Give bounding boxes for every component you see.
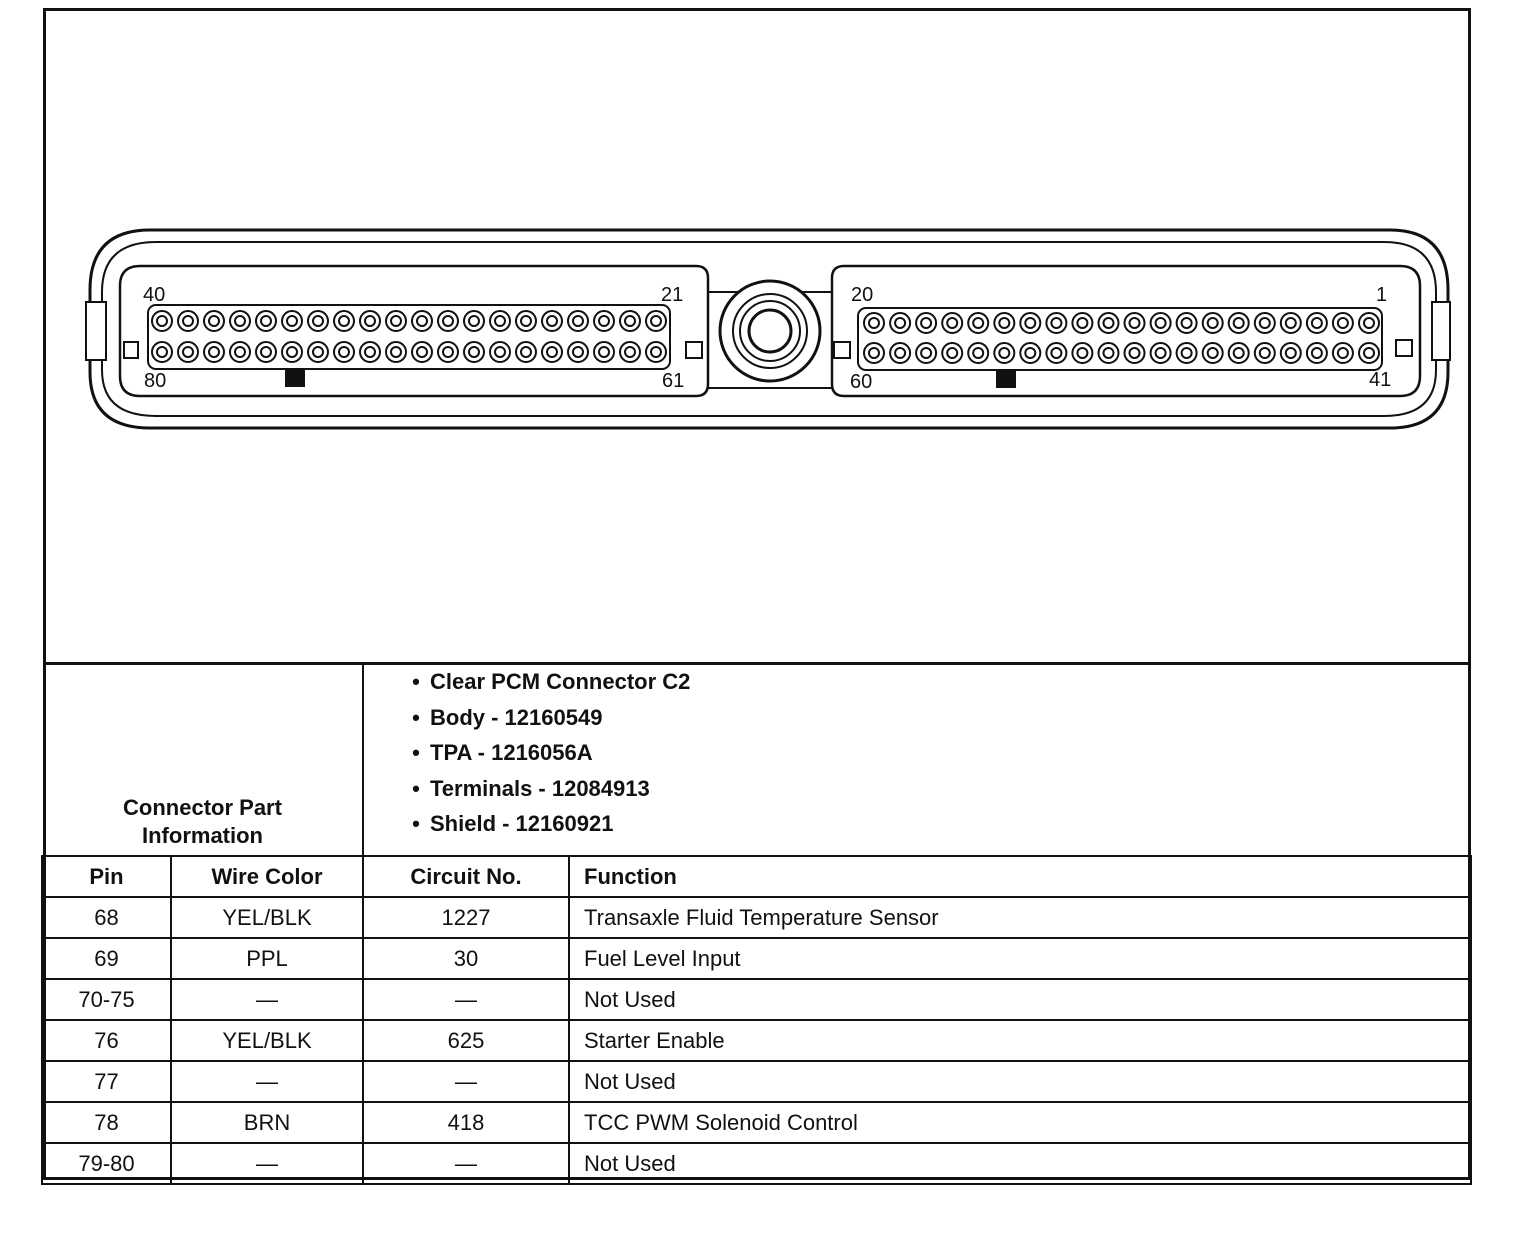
cell-pin: 76 xyxy=(42,1020,171,1061)
part-info-item: • TPA - 1216056A xyxy=(364,735,690,771)
left-key-square-inner xyxy=(686,342,702,358)
pin-terminal xyxy=(620,311,640,331)
part-info-item: • Terminals - 12084913 xyxy=(364,771,690,807)
pin-label-80: 80 xyxy=(144,370,167,392)
cell-pin: 79-80 xyxy=(42,1143,171,1184)
pin-terminal xyxy=(360,342,380,362)
pin-terminal xyxy=(230,311,250,331)
part-info-list xyxy=(364,664,690,842)
cell-circuit: 625 xyxy=(363,1020,569,1061)
header-function: Function xyxy=(569,856,1471,897)
cell-pin: 78 xyxy=(42,1102,171,1143)
pin-terminal xyxy=(1307,313,1327,333)
right-key-square xyxy=(834,342,850,358)
pin-terminal xyxy=(334,342,354,362)
pin-terminal xyxy=(1125,313,1145,333)
table-header-row xyxy=(42,856,1471,897)
part-info-title xyxy=(43,794,362,850)
pin-terminal xyxy=(1072,313,1092,333)
pin-terminal xyxy=(438,311,458,331)
pin-terminal xyxy=(178,342,198,362)
pin-terminal xyxy=(594,342,614,362)
pin-terminal xyxy=(1177,343,1197,363)
pin-terminal xyxy=(516,342,536,362)
pin-terminal xyxy=(204,342,224,362)
pin-terminal xyxy=(1072,343,1092,363)
latch-tab-right xyxy=(1432,302,1450,360)
pin-terminal xyxy=(516,311,536,331)
pin-terminal xyxy=(942,343,962,363)
right-pin-block xyxy=(858,308,1382,370)
cell-wire-color: PPL xyxy=(171,938,363,979)
table-row xyxy=(42,897,1471,938)
right-key-square-inner xyxy=(1396,340,1412,356)
cell-pin: 70-75 xyxy=(42,979,171,1020)
cell-function: TCC PWM Solenoid Control xyxy=(569,1102,1471,1143)
part-info-item: • Shield - 12160921 xyxy=(364,806,690,842)
pin-terminal xyxy=(152,311,172,331)
pin-terminal xyxy=(464,311,484,331)
part-info-title-cell xyxy=(43,665,364,856)
pin-label-61: 61 xyxy=(662,370,685,392)
header-circuit: Circuit No. xyxy=(363,856,569,897)
pin-terminal xyxy=(1255,313,1275,333)
pin-terminal xyxy=(1151,313,1171,333)
pin-terminal xyxy=(994,343,1014,363)
cell-function: Transaxle Fluid Temperature Sensor xyxy=(569,897,1471,938)
pin-terminal xyxy=(994,313,1014,333)
cell-function: Not Used xyxy=(569,979,1471,1020)
cell-circuit: 30 xyxy=(363,938,569,979)
pin-terminal xyxy=(1281,313,1301,333)
cell-function: Not Used xyxy=(569,1061,1471,1102)
pin-terminal xyxy=(282,342,302,362)
pin-label-41: 41 xyxy=(1369,369,1392,391)
pin-terminal xyxy=(1125,343,1145,363)
pin-terminal xyxy=(968,313,988,333)
part-info-row xyxy=(43,662,1471,856)
pin-terminal xyxy=(412,311,432,331)
table-row xyxy=(42,1143,1471,1184)
center-bolt-outer xyxy=(720,281,820,381)
table-row xyxy=(42,979,1471,1020)
pin-terminal xyxy=(230,342,250,362)
cell-wire-color: — xyxy=(171,1061,363,1102)
pin-terminal xyxy=(1307,343,1327,363)
cell-pin: 68 xyxy=(42,897,171,938)
pin-terminal xyxy=(490,311,510,331)
table-row xyxy=(42,1020,1471,1061)
pin-terminal xyxy=(386,342,406,362)
pin-terminal xyxy=(646,311,666,331)
pin-terminal xyxy=(1046,343,1066,363)
pin-terminal xyxy=(1333,313,1353,333)
pin-terminal xyxy=(890,343,910,363)
pin-terminal xyxy=(864,343,884,363)
pin-terminal xyxy=(916,343,936,363)
cell-circuit: — xyxy=(363,979,569,1020)
pin-terminal xyxy=(490,342,510,362)
pin-terminal xyxy=(1151,343,1171,363)
pin-label-21: 21 xyxy=(661,284,684,306)
pin-terminal xyxy=(360,311,380,331)
pin-terminal xyxy=(1359,343,1379,363)
cell-circuit: — xyxy=(363,1143,569,1184)
cell-circuit: 1227 xyxy=(363,897,569,938)
cell-wire-color: BRN xyxy=(171,1102,363,1143)
cell-circuit: — xyxy=(363,1061,569,1102)
pin-terminal xyxy=(282,311,302,331)
pin-terminal xyxy=(1281,343,1301,363)
pin-terminal xyxy=(1099,313,1119,333)
table-row xyxy=(42,1102,1471,1143)
pinout-table xyxy=(41,855,1472,1185)
cell-wire-color: YEL/BLK xyxy=(171,1020,363,1061)
cell-function: Not Used xyxy=(569,1143,1471,1184)
pin-terminal xyxy=(1229,313,1249,333)
pin-terminal xyxy=(968,343,988,363)
part-info-title-line2: Information xyxy=(142,823,263,848)
left-cavity xyxy=(120,266,708,396)
table-row xyxy=(42,938,1471,979)
pin-terminal xyxy=(412,342,432,362)
pin-terminal xyxy=(1177,313,1197,333)
pin-terminal xyxy=(1359,313,1379,333)
header-wire-color: Wire Color xyxy=(171,856,363,897)
pin-terminal xyxy=(864,313,884,333)
pin-terminal xyxy=(568,342,588,362)
latch-tab-left xyxy=(86,302,106,360)
pin-terminal xyxy=(178,311,198,331)
left-polarity-mark xyxy=(285,369,305,387)
pin-terminal xyxy=(1046,313,1066,333)
part-info-item: • Clear PCM Connector C2 xyxy=(364,664,690,700)
pin-terminal xyxy=(568,311,588,331)
pin-terminal xyxy=(1333,343,1353,363)
pin-label-40: 40 xyxy=(143,284,166,306)
part-info-title-line1: Connector Part xyxy=(123,795,282,820)
pin-terminal xyxy=(308,342,328,362)
header-pin: Pin xyxy=(42,856,171,897)
cell-pin: 77 xyxy=(42,1061,171,1102)
pin-terminal xyxy=(594,311,614,331)
pin-terminal xyxy=(916,313,936,333)
cell-pin: 69 xyxy=(42,938,171,979)
pin-terminal xyxy=(542,311,562,331)
cell-wire-color: — xyxy=(171,1143,363,1184)
cell-circuit: 418 xyxy=(363,1102,569,1143)
pin-terminal xyxy=(334,311,354,331)
pin-terminal xyxy=(890,313,910,333)
pin-terminal xyxy=(438,342,458,362)
pin-label-1: 1 xyxy=(1376,284,1388,306)
pin-terminal xyxy=(646,342,666,362)
pin-terminal xyxy=(386,311,406,331)
pin-terminal xyxy=(1203,313,1223,333)
cell-function: Starter Enable xyxy=(569,1020,1471,1061)
pin-terminal xyxy=(620,342,640,362)
pin-terminal xyxy=(308,311,328,331)
table-row xyxy=(42,1061,1471,1102)
pin-terminal xyxy=(1255,343,1275,363)
pin-terminal xyxy=(1229,343,1249,363)
pin-terminal xyxy=(1020,343,1040,363)
pin-terminal xyxy=(204,311,224,331)
cell-function: Fuel Level Input xyxy=(569,938,1471,979)
left-key-square xyxy=(124,342,138,358)
cell-wire-color: YEL/BLK xyxy=(171,897,363,938)
left-pin-block xyxy=(148,305,670,369)
pin-terminal xyxy=(1203,343,1223,363)
part-info-item: • Body - 12160549 xyxy=(364,700,690,736)
pin-label-20: 20 xyxy=(851,284,874,306)
pin-terminal xyxy=(942,313,962,333)
pin-terminal xyxy=(152,342,172,362)
pin-terminal xyxy=(1099,343,1119,363)
pin-label-60: 60 xyxy=(850,371,873,393)
right-polarity-mark xyxy=(996,370,1016,388)
pin-terminal xyxy=(256,311,276,331)
cell-wire-color: — xyxy=(171,979,363,1020)
pin-terminal xyxy=(464,342,484,362)
pin-terminal xyxy=(542,342,562,362)
pin-terminal xyxy=(256,342,276,362)
pin-terminal xyxy=(1020,313,1040,333)
